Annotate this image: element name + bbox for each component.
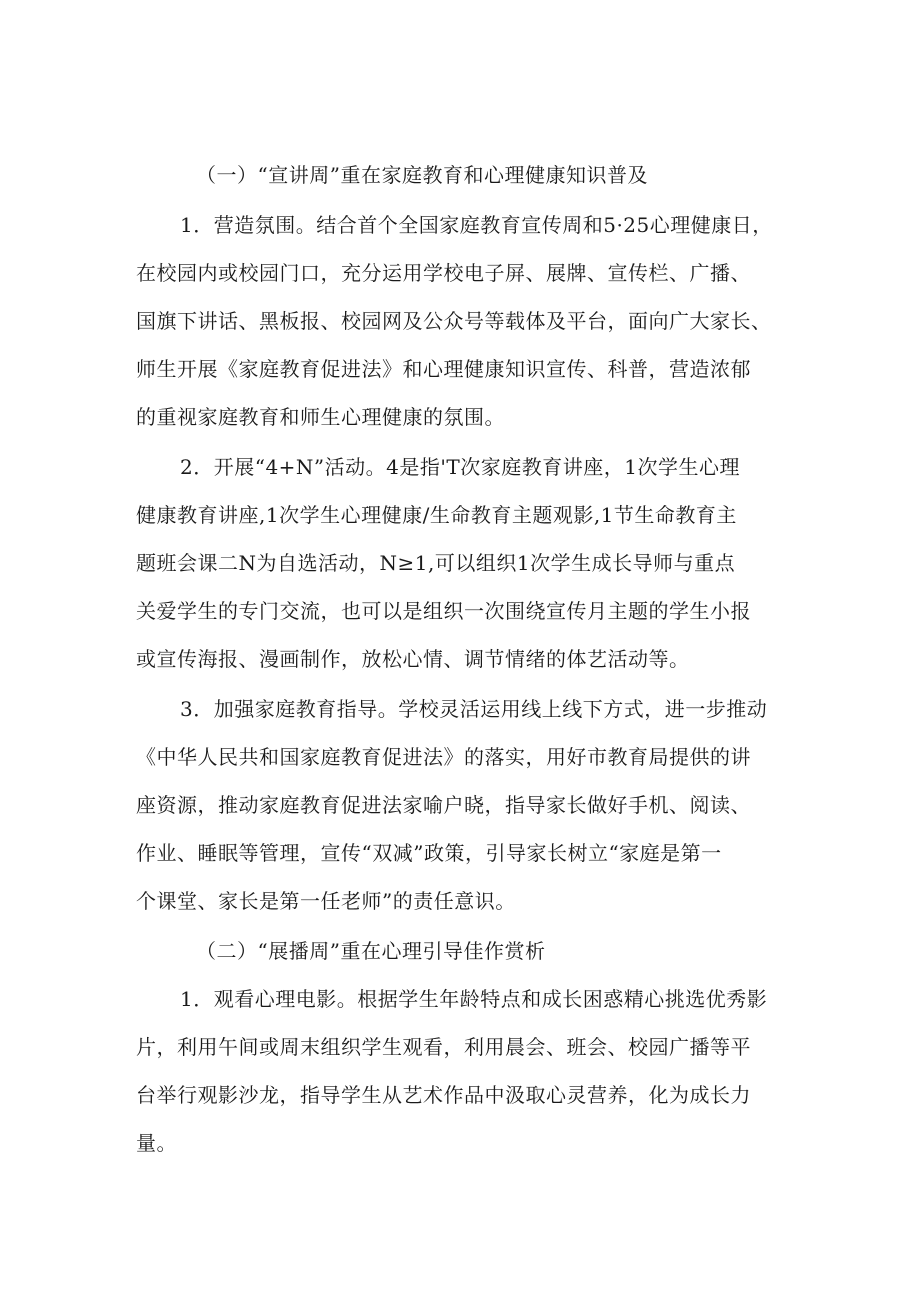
paragraph-3-line-2: 《中华人民共和国家庭教育促进法》的落实，用好市教育局提供的讲 <box>136 745 751 769</box>
paragraph-3-line-4: 作业、睡眠等管理，宣传“双减”政策，引导家长树立“家庭是第一 <box>136 841 722 865</box>
paragraph-2-line-5: 或宣传海报、漫画制作，放松心情、调节情绪的体艺活动等。 <box>136 647 690 671</box>
paragraph-1-line-2: 在校园内或校园门口，充分运用学校电子屏、展牌、宣传栏、广播、 <box>136 261 751 285</box>
paragraph-3-line-5: 个课堂、家长是第一任老师”的责任意识。 <box>136 889 516 913</box>
paragraph-2-line-3: 题班会课二N为自选活动，N≥1,可以组织1次学生成长导师与重点 <box>136 551 736 575</box>
paragraph-3-line-3: 座资源，推动家庭教育促进法家喻户晓，指导家长做好手机、阅读、 <box>136 793 751 817</box>
paragraph-4-line-3: 台举行观影沙龙，指导学生从艺术作品中汲取心灵营养，化为成长力 <box>136 1083 751 1107</box>
paragraph-1-line-1: 1．营造氛围。结合首个全国家庭教育宣传周和5·25心理健康日， <box>180 213 773 237</box>
section-heading-2: （二）“展播周”重在心理引导佳作赏析 <box>196 939 546 963</box>
paragraph-2-line-4: 关爱学生的专门交流，也可以是组织一次围绕宣传月主题的学生小报 <box>136 599 751 623</box>
paragraph-1-line-4: 师生开展《家庭教育促进法》和心理健康知识宣传、科普，营造浓郁 <box>136 357 751 381</box>
paragraph-2-line-2: 健康教育讲座,1次学生心理健康/生命教育主题观影,1节生命教育主 <box>136 503 737 527</box>
paragraph-2-line-1: 2．开展“4+N”活动。4是指'T次家庭教育讲座，1次学生心理 <box>180 455 740 479</box>
paragraph-3-line-1: 3．加强家庭教育指导。学校灵活运用线上线下方式，进一步推动 <box>180 697 768 721</box>
paragraph-4-line-1: 1．观看心理电影。根据学生年龄特点和成长困惑精心挑选优秀影 <box>180 987 768 1011</box>
section-heading-1: （一）“宣讲周”重在家庭教育和心理健康知识普及 <box>196 163 648 187</box>
paragraph-4-line-2: 片，利用午间或周末组织学生观看，利用晨会、班会、校园广播等平 <box>136 1035 751 1059</box>
paragraph-1-line-5: 的重视家庭教育和师生心理健康的氛围。 <box>136 405 505 429</box>
paragraph-4-line-4: 量。 <box>136 1131 177 1155</box>
paragraph-1-line-3: 国旗下讲话、黑板报、校园网及公众号等载体及平台，面向广大家长、 <box>136 309 772 333</box>
